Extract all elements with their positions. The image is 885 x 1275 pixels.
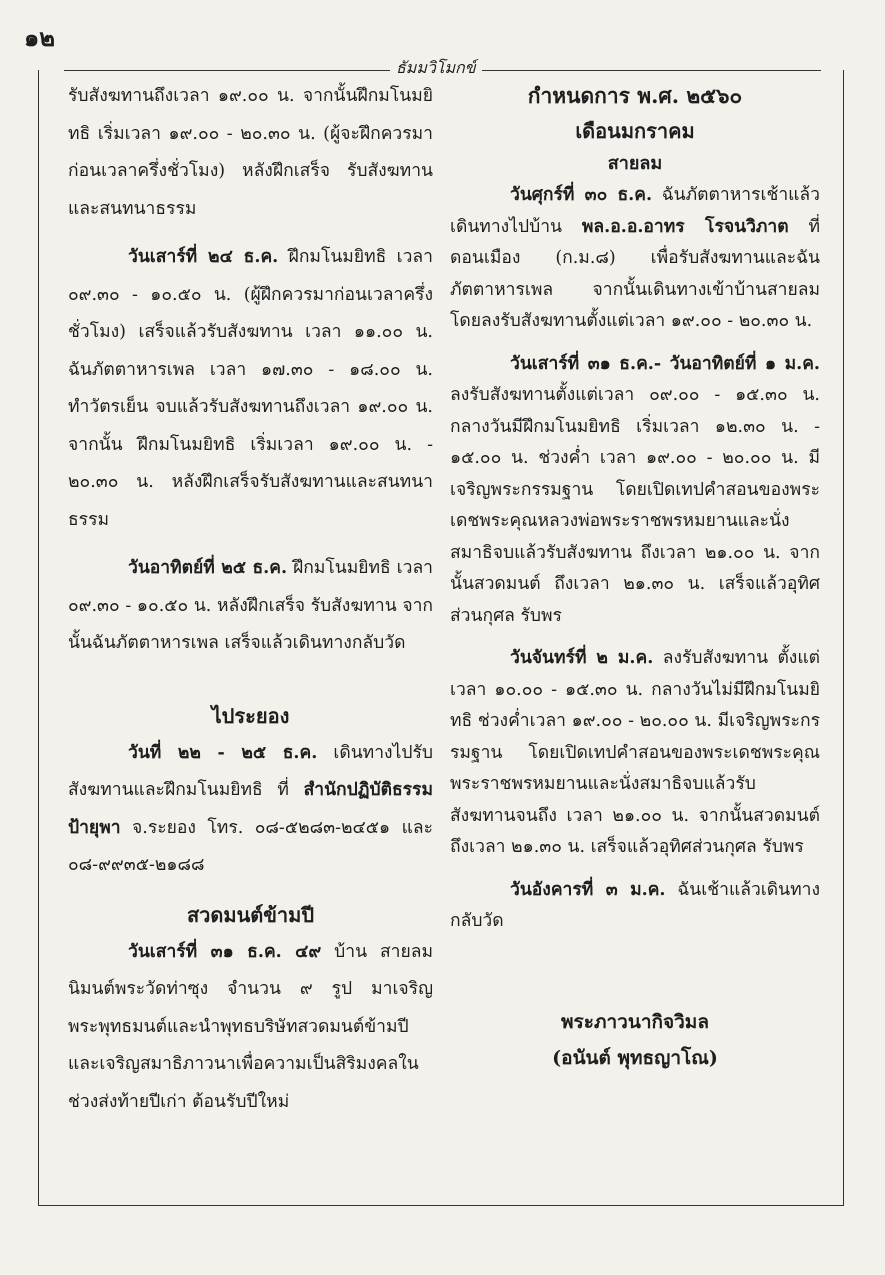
signature-alias: (อนันต์ พุทธญาโณ): [552, 1046, 718, 1069]
place-title: สายลม: [607, 153, 663, 174]
left-p5-heading: วันเสาร์ที่ ๓๑ ธ.ค. ๔๙: [128, 941, 322, 962]
left-p2-heading: วันเสาร์ที่ ๒๔ ธ.ค.: [128, 247, 279, 267]
left-p4-heading: วันที่ ๒๒ - ๒๕ ธ.ค.: [128, 742, 318, 763]
right-p1-heading: วันศุกร์ที่ ๓๐ ธ.ค.: [510, 185, 653, 205]
left-p4-body-1: เดินทางไปรับสังฆทานและฝึกมโนมยิทธิ ที่: [68, 742, 433, 800]
right-p3-heading: วันจันทร์ที่ ๒ ม.ค.: [510, 648, 654, 668]
left-paragraph-2: [68, 239, 433, 539]
right-p4-body: ฉันเช้าแล้วเดินทางกลับวัด: [450, 879, 821, 931]
running-title: ธัมมวิโมกข์: [390, 56, 482, 81]
page-number: ๑๒: [24, 23, 56, 52]
right-p1-body-1: ฉันภัตตาหารเช้าแล้ว เดินทางไปบ้าน: [450, 185, 820, 237]
left-paragraph-3: [68, 550, 433, 663]
left-column: [68, 78, 433, 1121]
right-p1-body-2: ที่ดอนเมือง (ก.ม.๘) เพื่อรับสังฆทานและฉันภัตตาหารเพล จากนั้นเดินทางเข้าบ้านสายลม โดยลงรับสังฆทานตั้งแต่เวลา ๑๙.๐๐ - ๒๐.๓๐ น.: [450, 216, 820, 331]
right-paragraph-4: [450, 875, 820, 938]
left-paragraph-4: [68, 735, 433, 885]
right-p2-heading: วันเสาร์ที่ ๓๑ ธ.ค.- วันอาทิตย์ที่ ๑ ม.ค.: [510, 353, 820, 374]
left-p3-heading: วันอาทิตย์ที่ ๒๕ ธ.ค.: [128, 558, 288, 578]
left-paragraph-1: รับสังฆทานถึงเวลา ๑๙.๐๐ น. จากนั้นฝึกมโนมยิทธิ เริ่มเวลา ๑๙.๐๐ - ๒๐.๓๐ น. (ผู้จะฝึกควรมาก่อนเวลาครึ่งชั่วโมง) หลังฝึกเสร็จ รับสังฆทานและสนทนาธรรม: [68, 86, 433, 219]
left-p3-body: ฝึกมโนมยิทธิ เวลา ๐๙.๓๐ - ๑๐.๕๐ น. หลังฝึกเสร็จ รับสังฆทาน จากนั้นฉันภัตตาหารเพล เสร็จแล้วเดินทางกลับวัด: [68, 558, 433, 653]
schedule-title: กำหนดการ พ.ศ. ๒๕๖๐: [527, 83, 743, 108]
signature-name: พระภาวนากิจวิมล: [561, 1010, 709, 1033]
right-p1-host: พล.อ.อ.อาทร โรจนวิภาต: [581, 216, 789, 237]
left-p2-body: ฝึกมโนมยิทธิ เวลา ๐๙.๓๐ - ๑๐.๕๐ น. (ผู้ฝึกควรมาก่อนเวลาครึ่งชั่วโมง) เสร็จแล้วรับสังฆทาน เวลา ๑๑.๐๐ น. ฉันภัตตาหารเพล เวลา ๑๗.๓๐ - ๑๘.๐๐ น. ทำวัตรเย็น จบแล้วรับสังฆทานถึงเวลา ๑๙.๐๐ น. จากนั้น ฝึกมโนมยิทธิ เริ่มเวลา ๑๙.๐๐ น. - ๒๐.๓๐ น. หลังฝึกเสร็จรับสังฆทานและสนทนาธรรม: [68, 247, 433, 530]
right-p4-heading: วันอังคารที่ ๓ ม.ค.: [510, 879, 666, 900]
left-p4-body-2: จ.ระยอง โทร. ๐๘-๕๒๘๓-๒๔๕๑ และ ๐๘-๙๙๓๕-๒๑๘๘: [68, 817, 433, 875]
heading-new-year-chanting: สวดมนต์ข้ามปี: [186, 902, 315, 927]
right-p3-body: ลงรับสังฆทาน ตั้งแต่เวลา ๑๐.๐๐ - ๑๕.๓๐ น. กลางวันไม่มีฝึกมโนมยิทธิ ช่วงค่ำเวลา ๑๙.๐๐ - ๒๐.๐๐ น. มีเจริญพระกรรมฐาน โดยเปิดเทปคำสอนของพระเดชพระคุณพระราชพรหมยานและนั่งสมาธิจบแล้วรับสังฆทานจนถึง เวลา ๒๑.๐๐ น. จากนั้นสวดมนต์ถึงเวลา ๒๑.๓๐ น. เสร็จแล้วอุทิศส่วนกุศล รับพร: [450, 648, 820, 857]
heading-rayong: ไประยอง: [211, 703, 290, 728]
right-paragraph-3: [450, 643, 820, 864]
left-p5-body: บ้าน สายลม นิมนต์พระวัดท่าซุง จำนวน ๙ รูป มาเจริญพระพุทธมนต์และนำพุทธบริษัทสวดมนต์ข้ามปี และเจริญสมาธิภาวนาเพื่อความเป็นสิริมงคลในช่วงส่งท้ายปีเก่า ต้อนรับปีใหม่: [68, 941, 433, 1112]
right-paragraph-1: [450, 180, 820, 338]
month-title: เดือนมกราคม: [575, 119, 695, 143]
right-p2-body: ลงรับสังฆทานตั้งแต่เวลา ๐๙.๐๐ - ๑๕.๓๐ น. กลางวันมีฝึกมโนมยิทธิ เริ่มเวลา ๑๒.๓๐ น. - ๑๕.๐๐ น. ช่วงค่ำ เวลา ๑๙.๐๐ - ๒๐.๐๐ น. มีเจริญพระกรรมฐาน โดยเปิดเทปคำสอนของพระเดชพระคุณหลวงพ่อพระราชพรหมยานและนั่งสมาธิจบแล้วรับสังฆทาน ถึงเวลา ๒๑.๐๐ น. จากนั้นสวดมนต์ ถึงเวลา ๒๑.๓๐ น. เสร็จแล้วอุทิศส่วนกุศล รับพร: [450, 385, 820, 626]
right-paragraph-2: [450, 349, 820, 633]
left-paragraph-5: [68, 934, 433, 1122]
right-column: [450, 78, 820, 1076]
left-p4-venue: สำนักปฏิบัติธรรมป้ายุพา: [68, 780, 433, 838]
